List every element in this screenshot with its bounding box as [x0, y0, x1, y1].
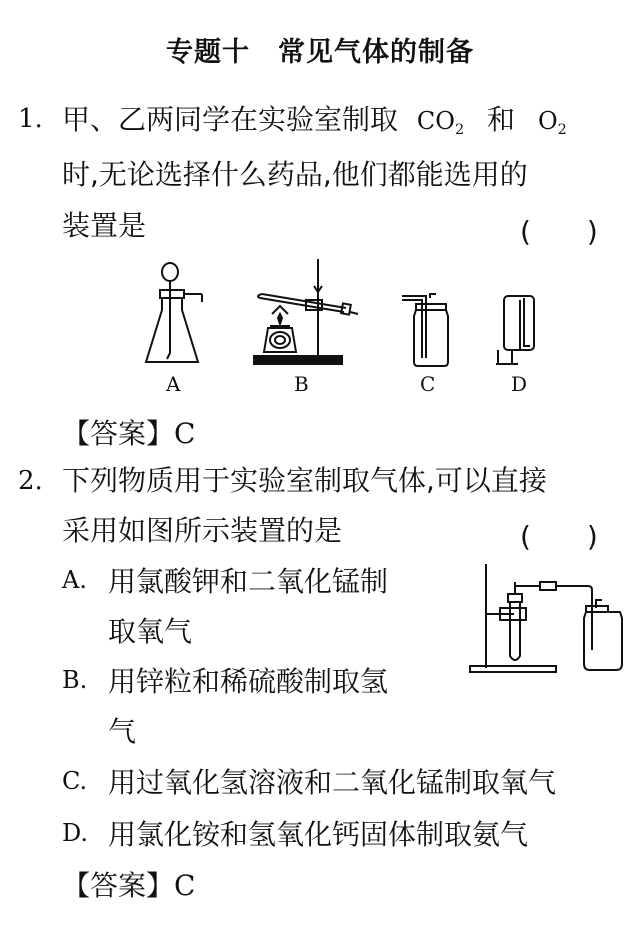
formula-o2 [537, 107, 567, 139]
option-d-letter: D. [62, 819, 89, 847]
apparatus-b-heating-test-tube [250, 256, 360, 368]
option-c-letter: C. [62, 767, 88, 795]
option-a-text-line-1: 用氯酸钾和二氧化锰制 [108, 565, 389, 598]
formula-co2-sub: 2 [454, 122, 465, 139]
answer-value: C [174, 869, 196, 902]
apparatus-a-conical-flask [140, 258, 210, 368]
option-d-text: 用氯化铵和氢氧化钙固体制取氨气 [108, 818, 529, 851]
answer-label: 【答案】 [62, 869, 175, 902]
question-2-answer [62, 864, 195, 904]
and-word: 和 [487, 103, 516, 136]
figure-label-d: D [511, 372, 528, 396]
figure-label-a: A [166, 372, 181, 396]
answer-label: 【答案】 [62, 417, 175, 450]
question-1-number: 1. [18, 104, 43, 134]
question-1-line-3: 装置是 [62, 209, 147, 242]
page-title: 专题十 常见气体的制备 [166, 37, 474, 68]
question-1-answer [62, 412, 195, 452]
answer-value: C [174, 417, 196, 450]
option-a-text-line-2: 取氧气 [108, 615, 193, 648]
question-1-line-1 [62, 100, 567, 150]
option-b-letter: B. [62, 666, 88, 694]
option-a-letter: A. [62, 566, 87, 594]
question-1-answer-blank: ( ) [520, 215, 598, 248]
apparatus-test-tube-stand-with-gas-bottle [468, 560, 628, 680]
formula-o2-base: O [537, 107, 558, 135]
formula-co2 [416, 107, 465, 139]
question-2-line-2: 采用如图所示装置的是 [62, 514, 343, 547]
option-b-text-line-2: 气 [108, 715, 137, 748]
question-2-number: 2. [18, 466, 43, 496]
formula-co2-base: CO [416, 107, 455, 135]
option-c-text: 用过氧化氢溶液和二氧化锰制取氧气 [108, 766, 557, 799]
apparatus-c-gas-bottle-upward [400, 290, 456, 368]
question-2-line-1: 下列物质用于实验室制取气体,可以直接 [62, 464, 547, 497]
formula-o2-sub: 2 [557, 122, 567, 139]
apparatus-d-gas-bottle-downward [494, 290, 538, 368]
question-1-line-2: 时,无论选择什么药品,他们都能选用的 [62, 158, 528, 191]
figure-label-b: B [294, 372, 309, 396]
option-b-text-line-1: 用锌粒和稀硫酸制取氢 [108, 665, 389, 698]
figure-label-c: C [420, 372, 436, 396]
question-1-text: 甲、乙两同学在实验室制取 [62, 103, 399, 136]
question-2-answer-blank: ( ) [520, 520, 598, 553]
